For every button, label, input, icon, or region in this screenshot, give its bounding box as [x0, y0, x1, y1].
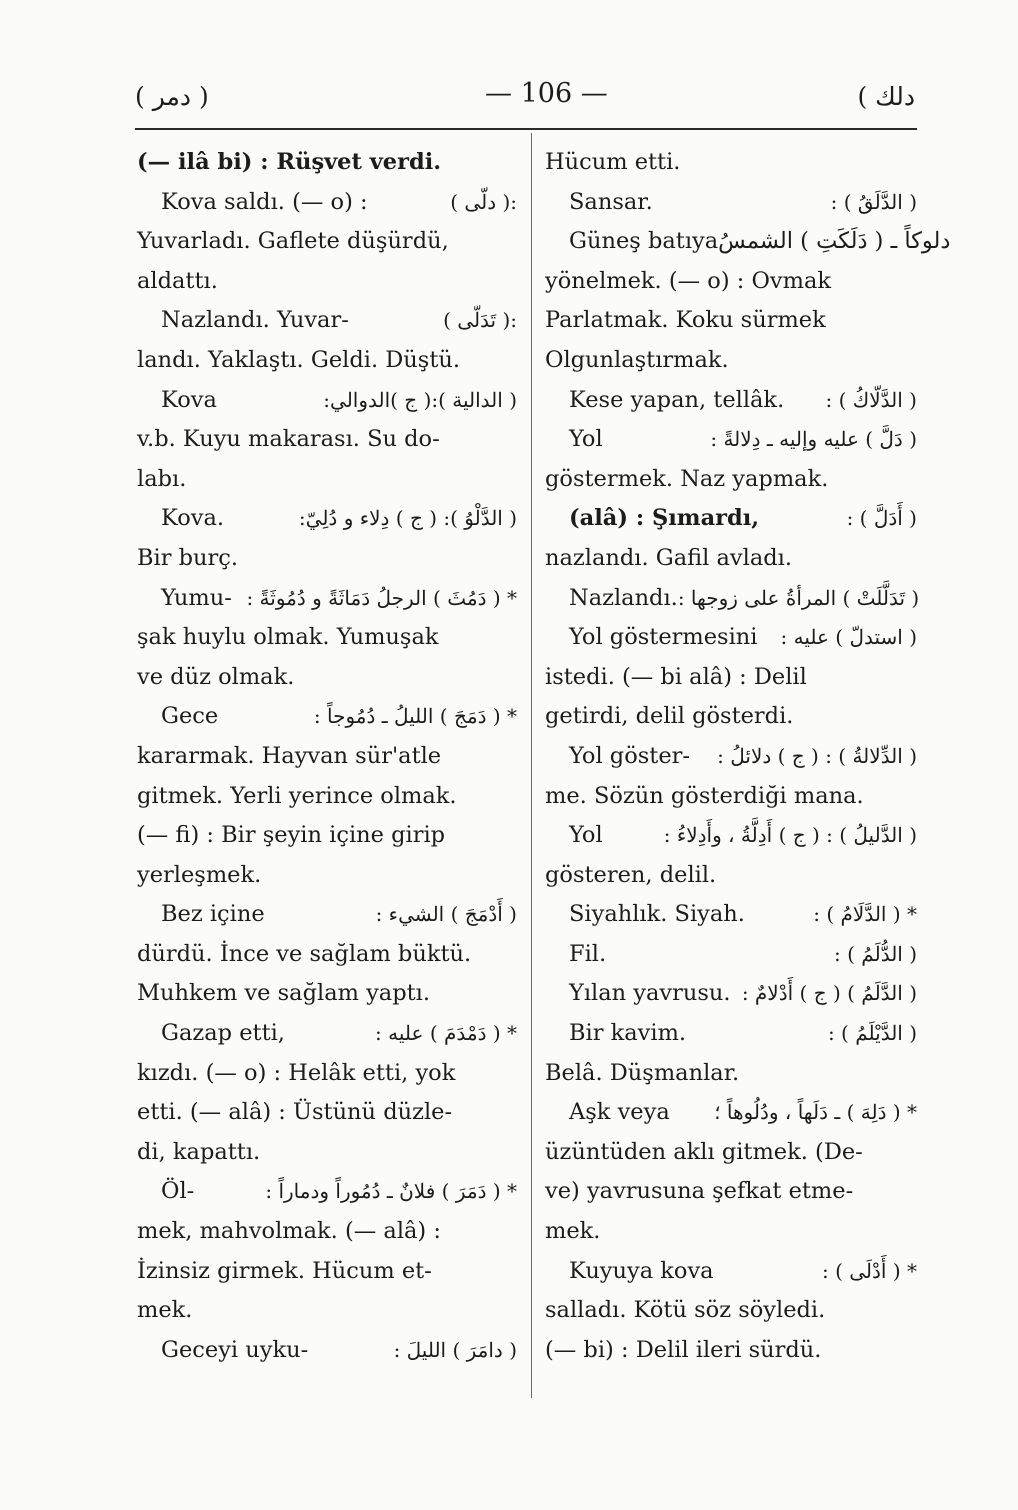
arabic-headword: * ( دَلِهَ ) ـ دَلَهاً ، ودُلُوهاً ؛ — [714, 1100, 917, 1125]
text-line — [545, 1212, 917, 1252]
arabic-headword: ( الدُّلَمُ ) : — [834, 941, 917, 966]
header-left-keyword: ( دمر ) — [135, 82, 209, 111]
arabic-headword: * ( دَمَجَ ) الليلُ ـ دُمُوجاً : — [313, 704, 517, 729]
text-line — [545, 381, 917, 421]
turkish-text: İzinsiz girmek. Hücum et- — [137, 1257, 432, 1284]
arabic-headword: ( استدلّ ) عليه : — [780, 625, 917, 650]
text-line — [545, 856, 917, 896]
turkish-text: Belâ. Düşmanlar. — [545, 1059, 740, 1086]
text-line — [545, 1331, 917, 1371]
text-line — [545, 301, 917, 341]
turkish-text: Yumu- — [161, 584, 232, 611]
text-line — [137, 737, 517, 777]
turkish-text: ve) yavrusuna şefkat etme- — [545, 1178, 854, 1205]
arabic-headword: :( دلّى ) — [450, 189, 517, 214]
text-line — [137, 895, 517, 935]
text-line — [545, 935, 917, 975]
text-line — [137, 974, 517, 1014]
turkish-text: ve düz olmak. — [137, 663, 295, 690]
turkish-text: salladı. Kötü söz söyledi. — [545, 1297, 826, 1324]
turkish-text: me. Sözün gösterdiği mana. — [545, 782, 864, 809]
page-number: — 106 — — [485, 78, 608, 109]
turkish-text: Olgunlaştırmak. — [545, 346, 729, 373]
arabic-headword: * ( دَمْدَمَ ) عليه : — [375, 1021, 517, 1046]
turkish-text: şak huylu olmak. Yumuşak — [137, 624, 439, 651]
text-line — [137, 658, 517, 698]
text-line — [137, 1133, 517, 1173]
turkish-text: (— ilâ bi) : Rüşvet verdi. — [137, 149, 442, 175]
turkish-text: Gazap etti, — [161, 1020, 285, 1047]
text-line — [137, 460, 517, 500]
turkish-text: Yol göster- — [569, 742, 691, 769]
turkish-text: Nazlandı. — [569, 584, 678, 611]
text-line — [137, 697, 517, 737]
arabic-headword: * ( دَمُثَ ) الرجلُ دَمَاثَةً و دُمُوثَةً : — [246, 585, 517, 610]
turkish-text: Hücum etti. — [545, 149, 681, 175]
text-line — [137, 816, 517, 856]
turkish-text: v.b. Kuyu makarası. Su do- — [137, 426, 440, 453]
arabic-headword: ( الدَّلْوُ ): ( ج ) دِلاء و دُلِيّ: — [298, 506, 517, 531]
arabic-headword: * ( أَدْلَى ) : — [822, 1258, 917, 1283]
text-line — [545, 974, 917, 1014]
turkish-text: (— fi) : Bir şeyin içine girip — [137, 822, 446, 849]
turkish-text: (— bi) : Delil ileri sürdü. — [545, 1336, 822, 1363]
text-line — [545, 183, 917, 223]
text-line — [137, 935, 517, 975]
text-line — [137, 183, 517, 223]
text-line — [137, 1014, 517, 1054]
arabic-headword: ( تَدَلَّلَتْ ) المرأةُ على زوجها : — [677, 585, 920, 610]
turkish-text: Kova saldı. (— o) : — [161, 188, 368, 215]
turkish-text: Gece — [161, 703, 219, 730]
turkish-text: Güneş batıyaدلوكاً ـ ( دَلَكَتِ ) الشمسُ — [569, 228, 951, 255]
turkish-text: kararmak. Hayvan sür'atle — [137, 742, 442, 769]
turkish-text: Kova — [161, 386, 217, 413]
arabic-headword: * ( الدَّلَامُ ) : — [813, 902, 917, 927]
turkish-text: Yuvarladı. Gaflete düşürdü, — [137, 228, 449, 255]
text-line — [545, 579, 920, 619]
text-line — [137, 1212, 517, 1252]
turkish-text: Kova. — [161, 505, 225, 532]
text-line — [545, 737, 917, 777]
turkish-text: Aşk veya — [569, 1099, 670, 1126]
turkish-text: labı. — [137, 465, 187, 492]
turkish-text: Sansar. — [569, 188, 653, 215]
arabic-headword: * ( دَمَرَ ) فلانٌ ـ دُمُوراً ودماراً : — [265, 1179, 517, 1204]
turkish-text: gösteren, delil. — [545, 861, 717, 888]
text-line — [137, 1093, 517, 1133]
arabic-headword: ( دَلَّ ) عليه وإليه ـ دِلالةً : — [710, 427, 917, 452]
text-line — [545, 262, 917, 302]
text-line — [137, 341, 517, 381]
text-line — [545, 1093, 917, 1133]
left-column — [137, 143, 517, 1370]
turkish-text: yönelmek. (— o) : Ovmak — [545, 267, 832, 294]
arabic-headword: ( دامَرَ ) الليلَ : — [393, 1337, 517, 1362]
turkish-text: Fil. — [569, 940, 607, 967]
arabic-headword: ( الدَّيْلَمُ ) : — [827, 1021, 917, 1046]
turkish-text: Yol — [569, 822, 603, 849]
text-line — [545, 1014, 917, 1054]
text-line — [137, 301, 517, 341]
arabic-headword: ( الدَّلّاكُ ) : — [825, 387, 917, 412]
text-line — [137, 539, 517, 579]
turkish-text: getirdi, delil gösterdi. — [545, 703, 794, 730]
text-line — [137, 1252, 517, 1292]
turkish-text: yerleşmek. — [137, 861, 262, 888]
text-line — [137, 856, 517, 896]
turkish-text: kızdı. (— o) : Helâk etti, yok — [137, 1059, 456, 1086]
turkish-text: landı. Yaklaştı. Geldi. Düştü. — [137, 346, 461, 373]
arabic-headword: ( الدَّليلُ ) : ( ج ) أَدِلَّةُ ، وأَدِلاءُ : — [663, 823, 917, 848]
turkish-text: Geceyi uyku- — [161, 1336, 309, 1363]
text-line — [545, 895, 917, 935]
turkish-text: Yol göstermesini — [569, 624, 758, 651]
text-line — [137, 143, 517, 183]
text-line — [137, 1291, 517, 1331]
text-line — [137, 1172, 517, 1212]
text-line — [545, 1252, 917, 1292]
turkish-text: dürdü. İnce ve sağlam büktü. — [137, 940, 472, 967]
header-right-keyword: ( دلك — [857, 82, 915, 111]
turkish-text: Siyahlık. Siyah. — [569, 901, 745, 928]
header-rule — [135, 128, 917, 130]
turkish-text: Yol — [569, 426, 603, 453]
text-line — [545, 777, 917, 817]
turkish-text: Kuyuya kova — [569, 1257, 714, 1284]
text-line — [545, 697, 917, 737]
turkish-text: Yılan yavrusu. — [569, 980, 731, 1007]
turkish-text: gitmek. Yerli yerince olmak. — [137, 782, 457, 809]
turkish-text: (alâ) : Şımardı, — [569, 505, 760, 532]
text-line — [137, 499, 517, 539]
text-line — [545, 658, 917, 698]
turkish-text: mek, mahvolmak. (— alâ) : — [137, 1218, 441, 1245]
text-line — [545, 341, 917, 381]
text-line — [545, 222, 951, 262]
turkish-text: Muhkem ve sağlam yaptı. — [137, 980, 431, 1007]
turkish-text: Öl- — [161, 1178, 195, 1205]
turkish-text: Parlatmak. Koku sürmek — [545, 307, 826, 334]
turkish-text: mek. — [545, 1218, 601, 1245]
text-line — [137, 381, 517, 421]
arabic-headword: ( الدَّلَقُ ) : — [830, 189, 917, 214]
page-header — [135, 78, 915, 122]
text-line — [137, 262, 517, 302]
text-line — [545, 1054, 917, 1094]
text-line — [137, 777, 517, 817]
text-line — [137, 1054, 517, 1094]
text-line — [137, 618, 517, 658]
arabic-headword: ( الدالية ):( ج )الدوالي: — [323, 387, 517, 412]
turkish-text: istedi. (— bi alâ) : Delil — [545, 663, 807, 690]
right-column — [545, 143, 951, 1370]
turkish-text: Kese yapan, tellâk. — [569, 386, 785, 413]
turkish-text: Bez içine — [161, 901, 265, 928]
text-line — [545, 816, 917, 856]
turkish-text: etti. (— alâ) : Üstünü düzle- — [137, 1099, 453, 1126]
turkish-text: aldattı. — [137, 267, 218, 294]
text-line — [137, 222, 517, 262]
turkish-text: Bir kavim. — [569, 1020, 687, 1047]
text-line — [545, 1172, 917, 1212]
text-line — [545, 618, 917, 658]
text-line — [545, 539, 917, 579]
turkish-text: Nazlandı. Yuvar- — [161, 307, 349, 334]
arabic-headword: ( أَدْمَجَ ) الشيء : — [375, 902, 517, 927]
text-line — [545, 1133, 917, 1173]
arabic-headword: :( تَدَلّى ) — [443, 308, 517, 333]
text-line — [545, 499, 917, 539]
arabic-headword: ( الدَّلَمُ ) ( ج ) أَدْلامٌ : — [741, 981, 917, 1006]
turkish-text: üzüntüden aklı gitmek. (De- — [545, 1138, 863, 1165]
turkish-text: göstermek. Naz yapmak. — [545, 465, 829, 492]
text-line — [545, 420, 917, 460]
text-line — [545, 143, 917, 183]
text-line — [137, 420, 517, 460]
turkish-text: nazlandı. Gafil avladı. — [545, 544, 792, 571]
text-line — [137, 1331, 517, 1371]
arabic-headword: ( الدِّلالةُ ) : ( ج ) دلائلُ : — [717, 743, 917, 768]
column-divider — [531, 133, 532, 1398]
turkish-text: mek. — [137, 1297, 193, 1324]
turkish-text: di, kapattı. — [137, 1138, 261, 1165]
arabic-headword: ( أَدَلَّ ) : — [846, 506, 917, 531]
text-line — [137, 579, 517, 619]
text-line — [545, 460, 917, 500]
turkish-text: Bir burç. — [137, 544, 239, 571]
text-line — [545, 1291, 917, 1331]
